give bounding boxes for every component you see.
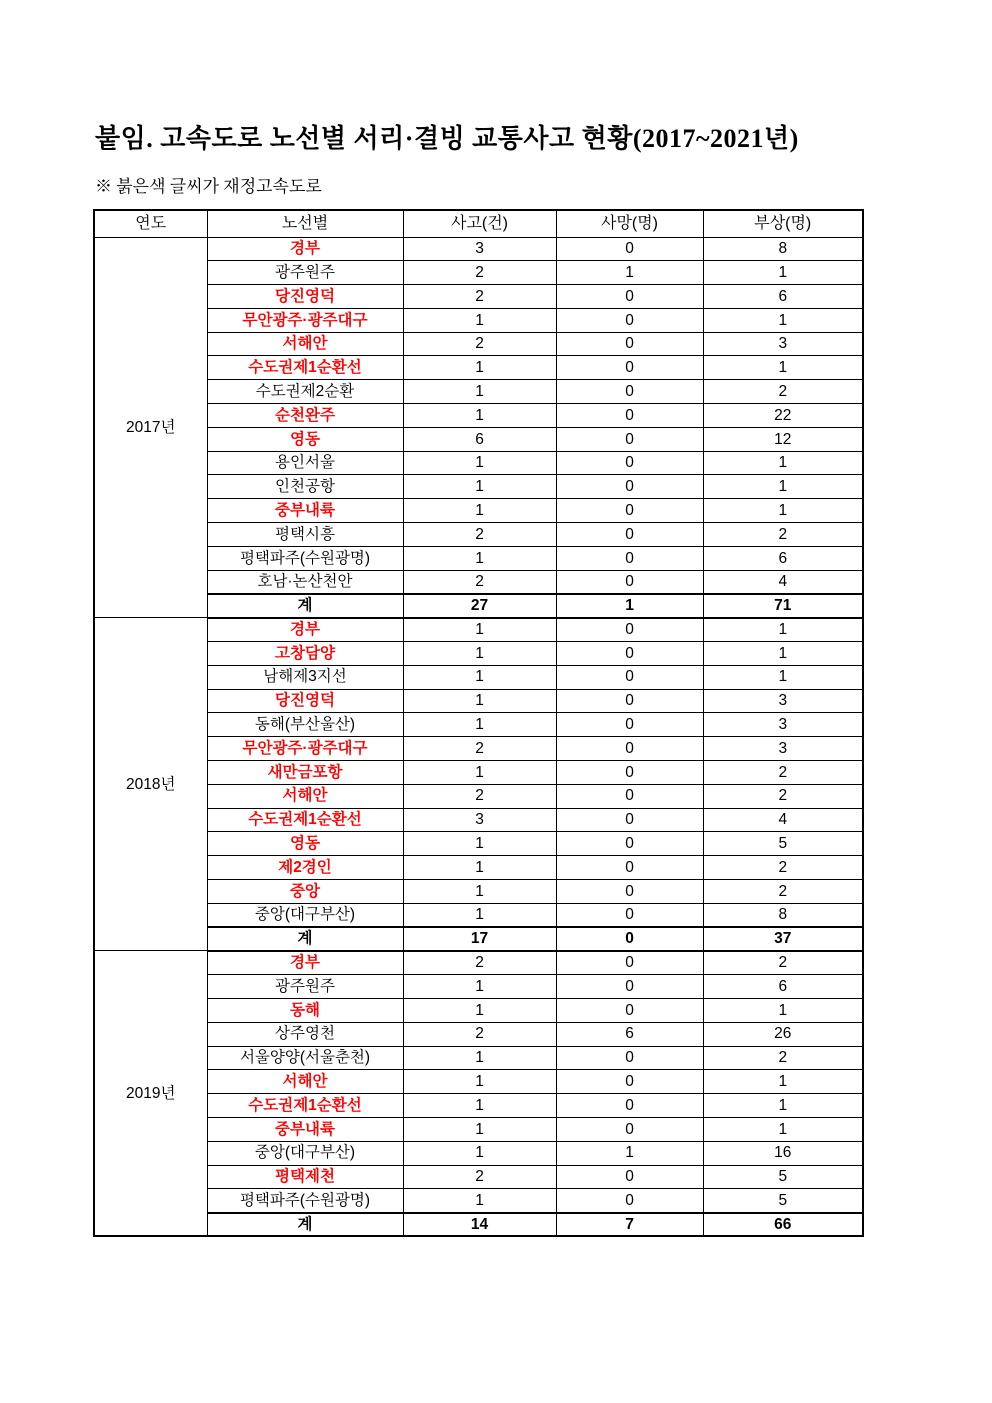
- table-row: [94, 642, 863, 666]
- accidents-cell: 2: [403, 784, 556, 808]
- table-row: [94, 737, 863, 761]
- route-cell: 경부: [207, 618, 403, 642]
- route-cell: 중부내륙: [207, 499, 403, 523]
- deaths-cell: 0: [556, 1046, 703, 1070]
- deaths-cell: 0: [556, 713, 703, 737]
- injuries-cell: 2: [703, 761, 863, 785]
- injuries-cell: 5: [703, 832, 863, 856]
- injuries-cell: 6: [703, 285, 863, 309]
- route-cell: 서울양양(서울춘천): [207, 1046, 403, 1070]
- accidents-cell: 1: [403, 903, 556, 927]
- injuries-cell: 4: [703, 808, 863, 832]
- injuries-cell: 6: [703, 546, 863, 570]
- accidents-cell: 1: [403, 689, 556, 713]
- total-accidents-cell: 17: [403, 927, 556, 951]
- route-cell: 동해: [207, 999, 403, 1023]
- accident-table: [93, 209, 864, 1237]
- accidents-cell: 1: [403, 1070, 556, 1094]
- deaths-cell: 0: [556, 475, 703, 499]
- route-cell: 제2경인: [207, 856, 403, 880]
- table-row: [94, 856, 863, 880]
- deaths-cell: 0: [556, 427, 703, 451]
- table-row: [94, 261, 863, 285]
- total-row: [94, 594, 863, 618]
- total-row: [94, 927, 863, 951]
- page-title: 붙임. 고속도로 노선별 서리·결빙 교통사고 현황(2017~2021년): [95, 124, 799, 153]
- total-row: [94, 1213, 863, 1237]
- injuries-cell: 26: [703, 1022, 863, 1046]
- route-cell: 중앙: [207, 880, 403, 904]
- column-header: 연도: [94, 210, 207, 237]
- table-row: [94, 356, 863, 380]
- route-cell: 경부: [207, 237, 403, 261]
- legend-note: ※ 붉은색 글씨가 재정고속도로: [95, 177, 322, 196]
- injuries-cell: 1: [703, 618, 863, 642]
- table-row: [94, 975, 863, 999]
- route-cell: 인천공항: [207, 475, 403, 499]
- deaths-cell: 0: [556, 332, 703, 356]
- accidents-cell: 1: [403, 880, 556, 904]
- deaths-cell: 0: [556, 404, 703, 428]
- table-row: [94, 1022, 863, 1046]
- table-header-row: [94, 210, 863, 237]
- deaths-cell: 0: [556, 642, 703, 666]
- injuries-cell: 1: [703, 308, 863, 332]
- table-row: [94, 689, 863, 713]
- table-row: [94, 761, 863, 785]
- injuries-cell: 3: [703, 737, 863, 761]
- deaths-cell: 0: [556, 999, 703, 1023]
- accidents-cell: 1: [403, 499, 556, 523]
- route-cell: 남해제3지선: [207, 665, 403, 689]
- route-cell: 평택제천: [207, 1165, 403, 1189]
- accidents-cell: 1: [403, 832, 556, 856]
- accidents-cell: 2: [403, 261, 556, 285]
- accidents-cell: 1: [403, 1117, 556, 1141]
- table-row: [94, 499, 863, 523]
- year-cell: 2018년: [94, 618, 207, 951]
- injuries-cell: 3: [703, 332, 863, 356]
- injuries-cell: 3: [703, 689, 863, 713]
- injuries-cell: 2: [703, 380, 863, 404]
- table-row: [94, 475, 863, 499]
- accidents-cell: 1: [403, 1141, 556, 1165]
- route-cell: 경부: [207, 951, 403, 975]
- accidents-cell: 2: [403, 285, 556, 309]
- table-row: [94, 308, 863, 332]
- table-row: [94, 1046, 863, 1070]
- injuries-cell: 2: [703, 951, 863, 975]
- deaths-cell: 1: [556, 261, 703, 285]
- table-row: [94, 427, 863, 451]
- table-row: [94, 808, 863, 832]
- accidents-cell: 2: [403, 1022, 556, 1046]
- table-row: [94, 784, 863, 808]
- route-cell: 수도권제1순환선: [207, 1094, 403, 1118]
- accidents-cell: 1: [403, 665, 556, 689]
- deaths-cell: 0: [556, 356, 703, 380]
- route-cell: 용인서울: [207, 451, 403, 475]
- accidents-cell: 1: [403, 380, 556, 404]
- accidents-cell: 2: [403, 570, 556, 594]
- route-cell: 당진영덕: [207, 689, 403, 713]
- table-row: [94, 285, 863, 309]
- injuries-cell: 1: [703, 451, 863, 475]
- injuries-cell: 1: [703, 261, 863, 285]
- accidents-cell: 2: [403, 737, 556, 761]
- deaths-cell: 0: [556, 1070, 703, 1094]
- accidents-cell: 6: [403, 427, 556, 451]
- injuries-cell: 16: [703, 1141, 863, 1165]
- accidents-cell: 1: [403, 999, 556, 1023]
- column-header: 부상(명): [703, 210, 863, 237]
- accidents-cell: 3: [403, 237, 556, 261]
- injuries-cell: 5: [703, 1189, 863, 1213]
- accidents-cell: 1: [403, 475, 556, 499]
- deaths-cell: 0: [556, 832, 703, 856]
- accidents-cell: 1: [403, 404, 556, 428]
- deaths-cell: 0: [556, 451, 703, 475]
- table-row: [94, 1165, 863, 1189]
- accidents-cell: 1: [403, 975, 556, 999]
- table-row: [94, 570, 863, 594]
- table-row: [94, 332, 863, 356]
- accidents-cell: 1: [403, 618, 556, 642]
- route-cell: 평택파주(수원광명): [207, 1189, 403, 1213]
- injuries-cell: 22: [703, 404, 863, 428]
- column-header: 사고(건): [403, 210, 556, 237]
- injuries-cell: 1: [703, 475, 863, 499]
- injuries-cell: 2: [703, 784, 863, 808]
- total-deaths-cell: 0: [556, 927, 703, 951]
- accidents-cell: 1: [403, 713, 556, 737]
- route-cell: 무안광주·광주대구: [207, 737, 403, 761]
- injuries-cell: 1: [703, 642, 863, 666]
- deaths-cell: 0: [556, 1117, 703, 1141]
- deaths-cell: 0: [556, 237, 703, 261]
- total-accidents-cell: 14: [403, 1213, 556, 1237]
- table-row: [94, 237, 863, 261]
- accidents-cell: 1: [403, 856, 556, 880]
- deaths-cell: 0: [556, 880, 703, 904]
- total-label-cell: 계: [207, 594, 403, 618]
- route-cell: 서해안: [207, 1070, 403, 1094]
- route-cell: 광주원주: [207, 975, 403, 999]
- route-cell: 중앙(대구부산): [207, 903, 403, 927]
- route-cell: 영동: [207, 427, 403, 451]
- table-row: [94, 713, 863, 737]
- deaths-cell: 0: [556, 499, 703, 523]
- deaths-cell: 0: [556, 1189, 703, 1213]
- total-deaths-cell: 1: [556, 594, 703, 618]
- accidents-cell: 1: [403, 761, 556, 785]
- accidents-cell: 1: [403, 1094, 556, 1118]
- deaths-cell: 0: [556, 546, 703, 570]
- deaths-cell: 0: [556, 570, 703, 594]
- deaths-cell: 0: [556, 689, 703, 713]
- accidents-cell: 2: [403, 1165, 556, 1189]
- route-cell: 중앙(대구부산): [207, 1141, 403, 1165]
- table-row: [94, 999, 863, 1023]
- deaths-cell: 0: [556, 1165, 703, 1189]
- route-cell: 당진영덕: [207, 285, 403, 309]
- table-row: [94, 832, 863, 856]
- total-injuries-cell: 37: [703, 927, 863, 951]
- deaths-cell: 0: [556, 308, 703, 332]
- table-row: [94, 546, 863, 570]
- injuries-cell: 1: [703, 999, 863, 1023]
- table-row: [94, 880, 863, 904]
- table-row: [94, 903, 863, 927]
- injuries-cell: 1: [703, 1070, 863, 1094]
- deaths-cell: 0: [556, 903, 703, 927]
- table-row: [94, 404, 863, 428]
- accidents-cell: 2: [403, 951, 556, 975]
- deaths-cell: 0: [556, 523, 703, 547]
- column-header: 노선별: [207, 210, 403, 237]
- route-cell: 고창담양: [207, 642, 403, 666]
- injuries-cell: 6: [703, 975, 863, 999]
- deaths-cell: 0: [556, 1094, 703, 1118]
- route-cell: 광주원주: [207, 261, 403, 285]
- total-accidents-cell: 27: [403, 594, 556, 618]
- accidents-cell: 3: [403, 808, 556, 832]
- deaths-cell: 0: [556, 808, 703, 832]
- route-cell: 수도권제2순환: [207, 380, 403, 404]
- injuries-cell: 2: [703, 1046, 863, 1070]
- deaths-cell: 1: [556, 1141, 703, 1165]
- injuries-cell: 1: [703, 1117, 863, 1141]
- accidents-cell: 1: [403, 308, 556, 332]
- total-injuries-cell: 66: [703, 1213, 863, 1237]
- accidents-cell: 1: [403, 1046, 556, 1070]
- deaths-cell: 0: [556, 737, 703, 761]
- table-row: [94, 1094, 863, 1118]
- injuries-cell: 2: [703, 523, 863, 547]
- table-row: [94, 1070, 863, 1094]
- total-injuries-cell: 71: [703, 594, 863, 618]
- total-label-cell: 계: [207, 1213, 403, 1237]
- deaths-cell: 0: [556, 761, 703, 785]
- table-row: [94, 951, 863, 975]
- injuries-cell: 8: [703, 237, 863, 261]
- column-header: 사망(명): [556, 210, 703, 237]
- injuries-cell: 3: [703, 713, 863, 737]
- table-row: [94, 1189, 863, 1213]
- accidents-cell: 2: [403, 332, 556, 356]
- injuries-cell: 1: [703, 499, 863, 523]
- injuries-cell: 5: [703, 1165, 863, 1189]
- route-cell: 서해안: [207, 332, 403, 356]
- table-row: [94, 380, 863, 404]
- route-cell: 동해(부산울산): [207, 713, 403, 737]
- injuries-cell: 8: [703, 903, 863, 927]
- table-row: [94, 523, 863, 547]
- accidents-cell: 1: [403, 451, 556, 475]
- route-cell: 평택파주(수원광명): [207, 546, 403, 570]
- injuries-cell: 12: [703, 427, 863, 451]
- route-cell: 영동: [207, 832, 403, 856]
- accidents-cell: 1: [403, 356, 556, 380]
- table-row: [94, 1117, 863, 1141]
- route-cell: 호남·논산천안: [207, 570, 403, 594]
- accidents-cell: 1: [403, 546, 556, 570]
- table-row: [94, 1141, 863, 1165]
- deaths-cell: 0: [556, 618, 703, 642]
- injuries-cell: 1: [703, 665, 863, 689]
- injuries-cell: 2: [703, 856, 863, 880]
- injuries-cell: 4: [703, 570, 863, 594]
- deaths-cell: 0: [556, 975, 703, 999]
- route-cell: 순천완주: [207, 404, 403, 428]
- deaths-cell: 0: [556, 285, 703, 309]
- table-row: [94, 451, 863, 475]
- year-cell: 2019년: [94, 951, 207, 1237]
- total-label-cell: 계: [207, 927, 403, 951]
- route-cell: 서해안: [207, 784, 403, 808]
- accidents-cell: 2: [403, 523, 556, 547]
- deaths-cell: 0: [556, 951, 703, 975]
- accidents-cell: 1: [403, 642, 556, 666]
- deaths-cell: 0: [556, 856, 703, 880]
- deaths-cell: 0: [556, 380, 703, 404]
- deaths-cell: 6: [556, 1022, 703, 1046]
- route-cell: 새만금포항: [207, 761, 403, 785]
- injuries-cell: 1: [703, 1094, 863, 1118]
- route-cell: 평택시흥: [207, 523, 403, 547]
- route-cell: 무안광주·광주대구: [207, 308, 403, 332]
- injuries-cell: 1: [703, 356, 863, 380]
- deaths-cell: 0: [556, 665, 703, 689]
- year-cell: 2017년: [94, 237, 207, 618]
- table-row: [94, 665, 863, 689]
- route-cell: 수도권제1순환선: [207, 808, 403, 832]
- route-cell: 중부내륙: [207, 1117, 403, 1141]
- deaths-cell: 0: [556, 784, 703, 808]
- table-row: [94, 618, 863, 642]
- total-deaths-cell: 7: [556, 1213, 703, 1237]
- route-cell: 상주영천: [207, 1022, 403, 1046]
- accidents-cell: 1: [403, 1189, 556, 1213]
- injuries-cell: 2: [703, 880, 863, 904]
- route-cell: 수도권제1순환선: [207, 356, 403, 380]
